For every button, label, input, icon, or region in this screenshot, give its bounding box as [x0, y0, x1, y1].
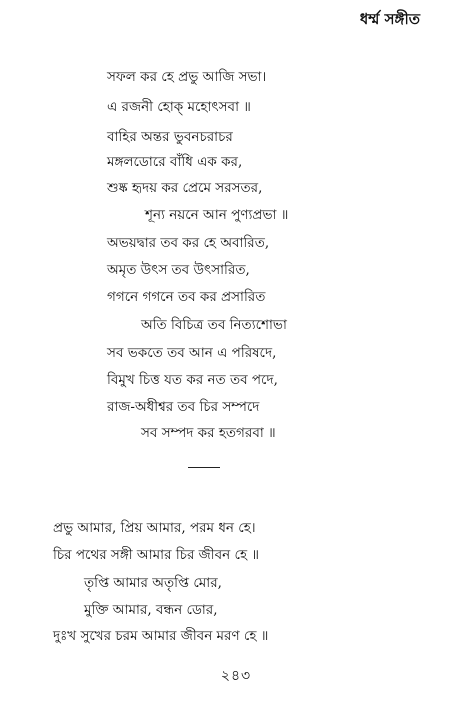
page-number: ২৪৩	[220, 668, 252, 684]
section-divider	[188, 467, 220, 468]
song-1-line: অতি বিচিত্র তব নিত্যশোভা	[141, 317, 287, 333]
song-1-line: শুষ্ক হৃদয় কর প্রেমে সরসতর,	[107, 180, 263, 196]
song-2-line: চির পথের সঙ্গী আমার চির জীবন হে ॥	[53, 547, 259, 563]
song-2-line: মুক্তি আমার, বন্ধন ডোর,	[84, 602, 218, 618]
running-title: ধর্ম্ম সঙ্গীত	[359, 10, 420, 28]
song-1-line: অভয়দ্বার তব কর হে অবারিত,	[107, 235, 270, 251]
song-1-line: বাহির অন্তর ভুবনচরাচর	[107, 129, 233, 145]
song-1-line: সফল কর হে প্রভু আজি সভা।	[107, 69, 267, 85]
song-1-line: বিমুখ চিত্ত যত কর নত তব পদে,	[107, 372, 278, 388]
song-1-line: শূন্য নয়নে আন পুণ্যপ্রভা ॥	[145, 207, 289, 223]
song-2-line: তৃপ্তি আমার অতৃপ্তি মোর,	[84, 575, 222, 591]
song-1-line: সব সম্পদ কর হতগরবা ॥	[141, 425, 276, 441]
song-1-line: এ রজনী হোক্‌ মহোৎসবা ॥	[107, 99, 251, 115]
song-1-line: রাজ-অধীশ্বর তব চির সম্পদে	[107, 399, 260, 415]
song-1-line: অমৃত উৎস তব উৎসারিত,	[107, 262, 250, 278]
song-2-line: প্রভু আমার, প্রিয় আমার, পরম ধন হে।	[53, 520, 256, 536]
song-1-line: গগনে গগনে তব কর প্রসারিত	[107, 289, 266, 305]
song-1-line: সব ভকতে তব আন এ পরিষদে,	[107, 345, 277, 361]
song-1-line: মঙ্গলডোরে বাঁধি এক কর,	[107, 154, 243, 170]
song-2-line: দুঃখ সুখের চরম আমার জীবন মরণ হে ॥	[53, 628, 269, 644]
